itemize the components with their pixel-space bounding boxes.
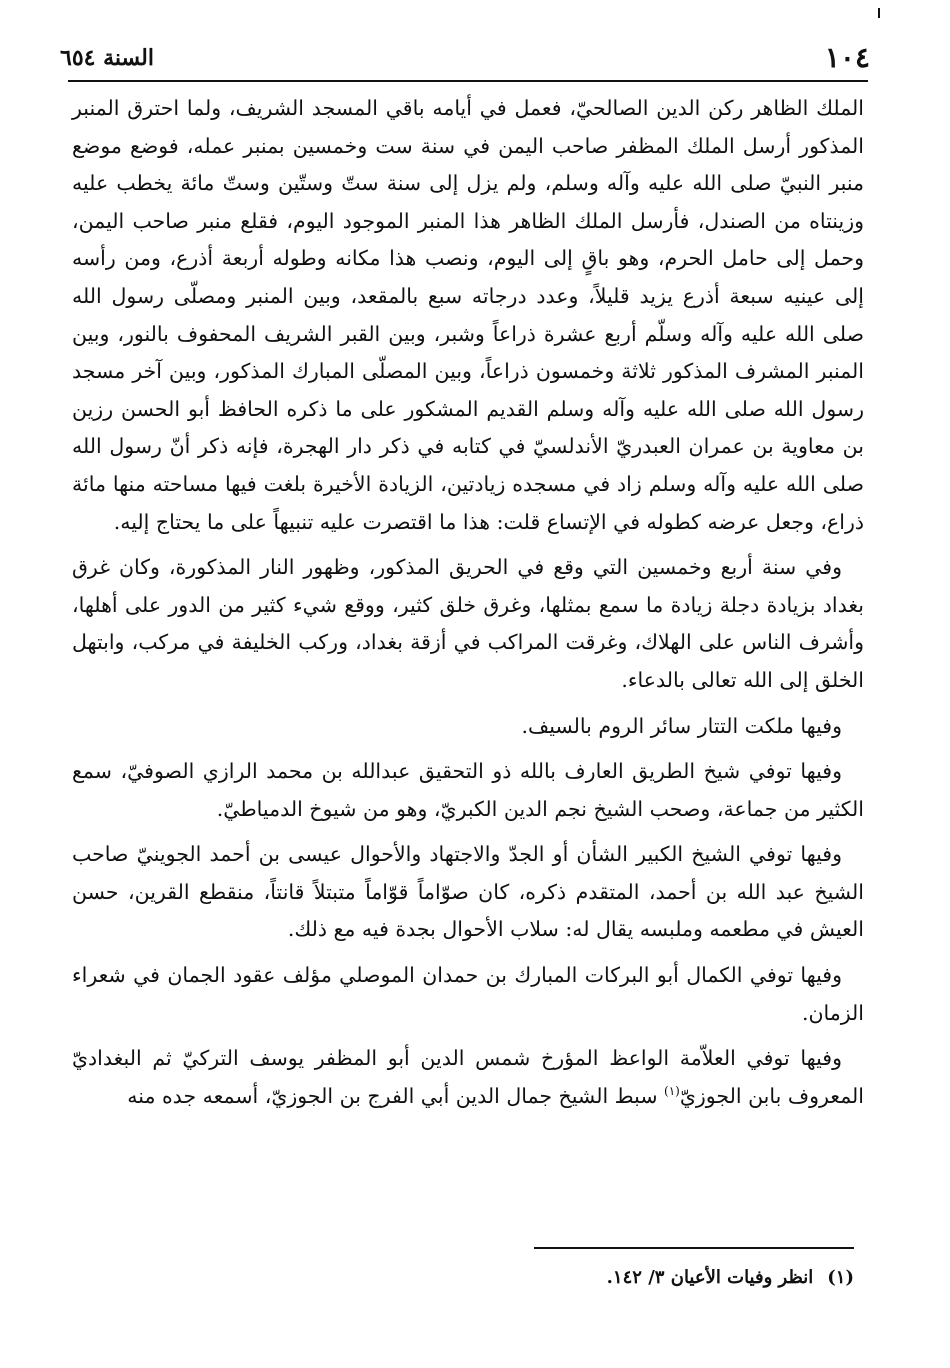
body-text — [72, 90, 864, 1123]
paragraph: وفي سنة أربع وخمسين التي وقع في الحريق المذكور، وظهور النار المذكورة، وكان غرق بغداد بزيادة دجلة زيادة ما سمع بمثلها، وغرق خلق كثير، ووقع شيء كثير من الدور على أهلها، وأشرف الناس على الهلاك، وغرقت المراكب في أزقة بغداد، وركب الخليفة في مركب، وابتهل الخلق إلى الله تعالى بالدعاء. — [72, 555, 864, 692]
paragraph: وفيها ملكت التتار سائر الروم بالسيف. — [521, 713, 842, 738]
paragraph: وفيها توفي الشيخ الكبير الشأن أو الجدّ والاجتهاد والأحوال عيسى بن أحمد الجوينيّ صاحب الشيخ عبد الله بن أحمد، المتقدم ذكره، كان صوّاماً قوّاماً متبتلاً قانتاً، منقطع القرين، حسن العيش في مطعمه وملبسه يقال له: سلاب الأحوال بجدة فيه مع ذلك. — [72, 842, 864, 942]
paragraph — [72, 1040, 864, 1115]
header-rule — [68, 80, 868, 82]
corner-mark — [878, 8, 880, 18]
footnote — [300, 1262, 854, 1294]
footnote-number: (١) — [827, 1267, 854, 1288]
paragraph: وفيها توفي شيخ الطريق العارف بالله ذو التحقيق عبدالله بن محمد الرازي الصوفيّ، سمع الكثير من جماعة، وصحب الشيخ نجم الدين الكبريّ، وهو من شيوخ الدمياطيّ. — [72, 759, 864, 821]
paragraph-text: سبط الشيخ جمال الدين أبي الفرج بن الجوزيّ، أسمعه جده منه — [127, 1083, 665, 1108]
footnote-rule — [534, 1247, 854, 1249]
footnote-reference: (١) — [664, 1084, 680, 1099]
footnote-text: انظر وفيات الأعيان ٣/ ١٤٢. — [606, 1267, 814, 1288]
paragraph: الملك الظاهر ركن الدين الصالحيّ، فعمل في أيامه باقي المسجد الشريف، ولما احترق المنبر المذكور أرسل الملك المظفر صاحب اليمن في سنة ست وخمسين بمنبر عمله، فوضع موضع منبر النبيّ صلى الله عليه وآله وسلم، ولم يزل إلى سنة ستّ وستّين وستّ مائة يخطب عليه وزينتاه من الصندل، فأرسل الملك الظاهر هذا المنبر الموجود اليوم، فقلع منبر صاحب اليمن، وحمل إلى حامل الحرم، وهو باقٍ إلى اليوم، ونصب هذا مكانه وطوله أربعة أذرع، ومن رأسه إلى عينيه سبعة أذرع يزيد قليلاً، وعدد درجاته سبع بالمقعد، وبين المنبر ومصلّى رسول الله صلى الله عليه وآله وسلّم أربع عشرة ذراعاً وشبر، وبين القبر الشريف المحفوف بالنور، وبين المنبر المشرف المذكور ثلاثة وخمسون ذراعاً، وبين المصلّى المبارك المذكور، وبين آخر مسجد رسول الله صلى الله عليه وآله وسلم القديم المشكور على ما ذكره الحافظ أبو الحسن رزين بن معاوية بن عمران العبدريّ الأندلسيّ في كتابه في ذكر دار الهجرة، فإنه ذكر أنّ رسول الله صلى الله عليه وآله وسلم زاد في مسجده زيادتين، الزيادة الأخيرة بلغت فيها مساحته منها مائة ذراع، وجعل عرضه كطوله في الإتساع قلت: هذا ما اقتصرت عليه تنبيهاً على ما يحتاج إليه. — [72, 96, 864, 534]
page-header — [60, 34, 870, 78]
paragraph-text: وفيها توفي العلاّمة الواعظ المؤرخ شمس الدين أبو المظفر يوسف التركيّ ثم البغداديّ المعروف بابن الجوزيّ — [72, 1046, 864, 1108]
running-head: السنة ٦٥٤ — [60, 45, 154, 71]
page-number: ١٠٤ — [824, 41, 870, 74]
paragraph: وفيها توفي الكمال أبو البركات المبارك بن حمدان الموصلي مؤلف عقود الجمان في شعراء الزمان. — [72, 963, 864, 1025]
